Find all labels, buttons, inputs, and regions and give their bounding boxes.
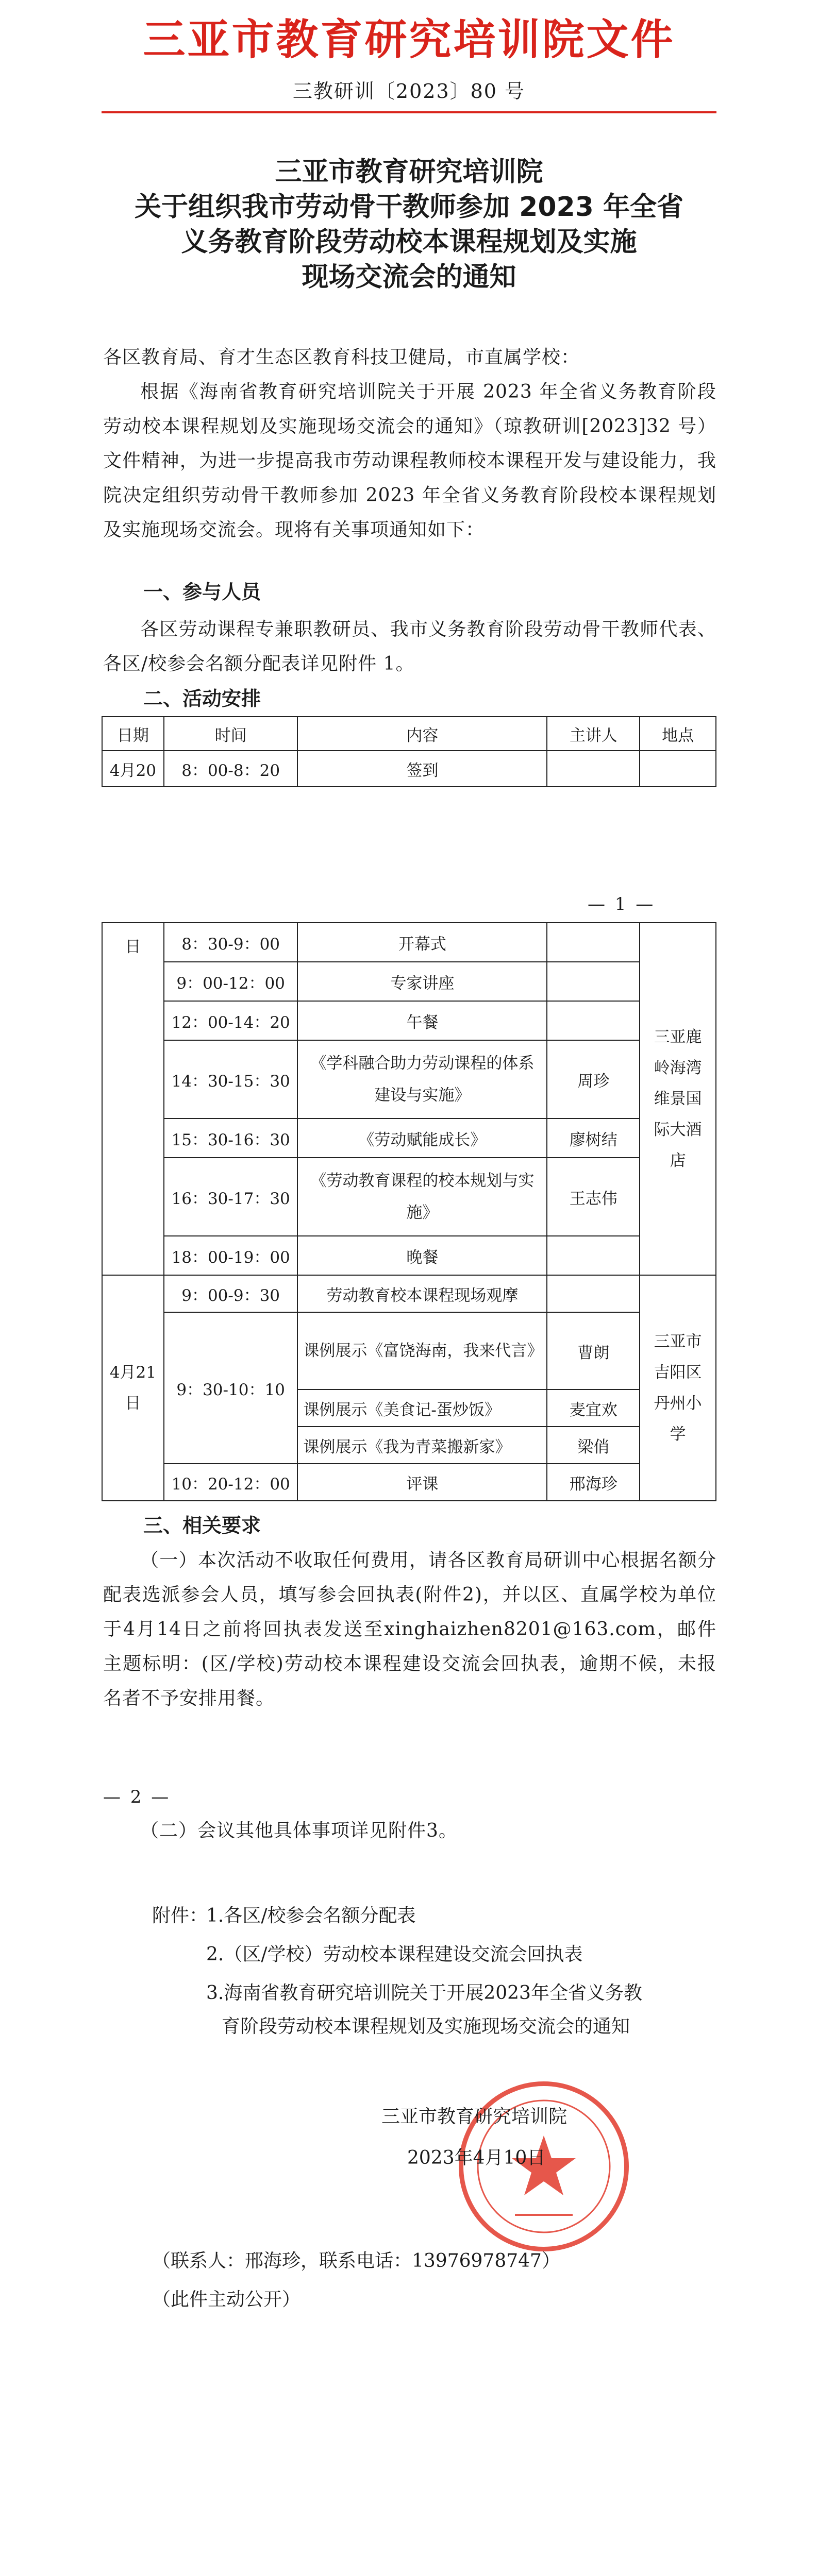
cell-time: 16：30-17：30 [164,1158,298,1236]
signature-org: 三亚市教育研究培训院 [381,2106,567,2127]
cell-content: 开幕式 [297,923,547,962]
table-row [102,1118,716,1158]
cell-speaker: 曹朗 [547,1312,640,1389]
signature-date: 2023年4月10日 [407,2147,546,2168]
cell-venue: 三亚鹿岭海湾维景国际大酒店 [640,923,716,1275]
cell-content: 《劳动教育课程的校本规划与实施》 [297,1158,547,1236]
table-row [102,1312,716,1389]
cell-date: 4月21日 [102,1275,164,1501]
cell-speaker: 麦宜欢 [547,1389,640,1427]
header-venue: 地点 [640,717,716,751]
table-row [102,751,716,787]
cell-date: 4月20 [102,751,164,787]
table-row [102,1275,716,1312]
section-2-title: 二、活动安排 [143,687,261,710]
cell-speaker: 邢海珍 [547,1464,640,1501]
requirement-item-1: （一）本次活动不收取任何费用，请各区教育局研训中心根据名额分配表选派参会人员，填写参会回执表(附件2)，并以区、直属学校为单位于4月14日之前将回执表发送至xinghaizhen8201@163.com，邮件主题标明：(区/学校)劳动校本课程建设交流会回执表，逾期不候，未报名者不予安排用餐。 [103,1550,716,1709]
cell-time: 9：00-9：30 [164,1275,298,1312]
cell-speaker: 梁俏 [547,1427,640,1464]
notice-title-line-1: 三亚市教育研究培训院 [275,157,543,188]
cell-speaker [547,1236,640,1275]
cell-time: 8：00-8：20 [164,751,298,787]
header-speaker: 主讲人 [547,717,640,751]
attachment-1: 1.各区/校参会名额分配表 [206,1905,416,1926]
table-header-row [102,717,716,751]
cell-time: 12：00-14：20 [164,1001,298,1040]
cell-venue [640,751,716,787]
cell-content: 课例展示《富饶海南，我来代言》 [297,1312,547,1389]
table-row [102,1040,716,1118]
requirement-item-2: （二）会议其他具体事项详见附件3。 [140,1820,458,1841]
attachment-3-line-1: 3.海南省教育研究培训院关于开展2023年全省义务教 [206,1982,642,2004]
cell-time: 10：20-12：00 [164,1464,298,1501]
cell-speaker: 廖树结 [547,1118,640,1158]
document-org-title: 三亚市教育研究培训院文件 [143,15,675,64]
attachments-label: 附件： [152,1905,208,1926]
cell-time: 14：30-15：30 [164,1040,298,1118]
table-row [102,1236,716,1275]
attachment-2: 2.（区/学校）劳动校本课程建设交流会回执表 [206,1944,583,1965]
cell-content: 劳动教育校本课程现场观摩 [297,1275,547,1312]
table-row [102,1158,716,1236]
salutation: 各区教育局、育才生态区教育科技卫健局，市直属学校： [103,347,580,368]
table-row [102,1001,716,1040]
cell-venue: 三亚市吉阳区丹州小学 [640,1275,716,1501]
cell-speaker [547,1275,640,1312]
cell-speaker [547,751,640,787]
cell-speaker [547,1001,640,1040]
cell-content: 专家讲座 [297,962,547,1001]
table-row [102,1464,716,1501]
notice-title-line-3: 义务教育阶段劳动校本课程规划及实施 [181,227,637,258]
public-notice: （此件主动公开） [152,2289,301,2310]
contact-line: （联系人：邢海珍，联系电话：13976978747） [152,2250,560,2272]
cell-date: 日 [102,923,164,1275]
schedule-table-page-1 [102,716,716,787]
cell-time: 9：30-10：10 [164,1312,298,1464]
notice-title-line-4: 现场交流会的通知 [302,262,516,293]
cell-content: 《学科融合助力劳动课程的体系建设与实施》 [297,1040,547,1118]
attachment-3-line-2: 育阶段劳动校本课程规划及实施现场交流会的通知 [222,2016,630,2037]
cell-speaker [547,923,640,962]
page-number-2: — 2 — [103,1787,171,1807]
cell-time: 8：30-9：00 [164,923,298,962]
header-content: 内容 [297,717,547,751]
header-time: 时间 [164,717,298,751]
section-3-title: 三、相关要求 [143,1514,261,1537]
page-number-1: — 1 — [588,894,656,914]
section-1-title: 一、参与人员 [143,581,261,603]
cell-content: 课例展示《美食记-蛋炒饭》 [297,1389,547,1427]
cell-speaker: 王志伟 [547,1158,640,1236]
intro-paragraph: 根据《海南省教育研究培训院关于开展 2023 年全省义务教育阶段劳动校本课程规划及实施现场交流会的通知》（琼教研训[2023]32 号）文件精神，为进一步提高我市劳动课程教师校本课程开发与建设能力，我院决定组织劳动骨干教师参加 2023 年全省义务教育阶段校本课程规划及实施现场交流会。现将有关事项通知如下： [103,381,716,540]
cell-speaker: 周珍 [547,1040,640,1118]
notice-title-line-2: 关于组织我市劳动骨干教师参加 2023 年全省 [135,192,683,223]
table-row [102,923,716,962]
cell-time: 18：00-19：00 [164,1236,298,1275]
red-divider [102,111,716,113]
cell-speaker [547,962,640,1001]
cell-time: 15：30-16：30 [164,1118,298,1158]
cell-content: 签到 [297,751,547,787]
cell-content: 评课 [297,1464,547,1501]
document-number: 三教研训〔2023〕80 号 [292,80,526,103]
cell-content: 晚餐 [297,1236,547,1275]
schedule-table-page-2 [102,922,716,1501]
header-date: 日期 [102,717,164,751]
cell-content: 课例展示《我为青菜搬新家》 [297,1427,547,1464]
cell-content: 午餐 [297,1001,547,1040]
cell-time: 9：00-12：00 [164,962,298,1001]
section-1-text: 各区劳动课程专兼职教研员、我市义务教育阶段劳动骨干教师代表、各区/校参会名额分配表详见附件 1。 [103,619,716,674]
table-row [102,962,716,1001]
cell-content: 《劳动赋能成长》 [297,1118,547,1158]
